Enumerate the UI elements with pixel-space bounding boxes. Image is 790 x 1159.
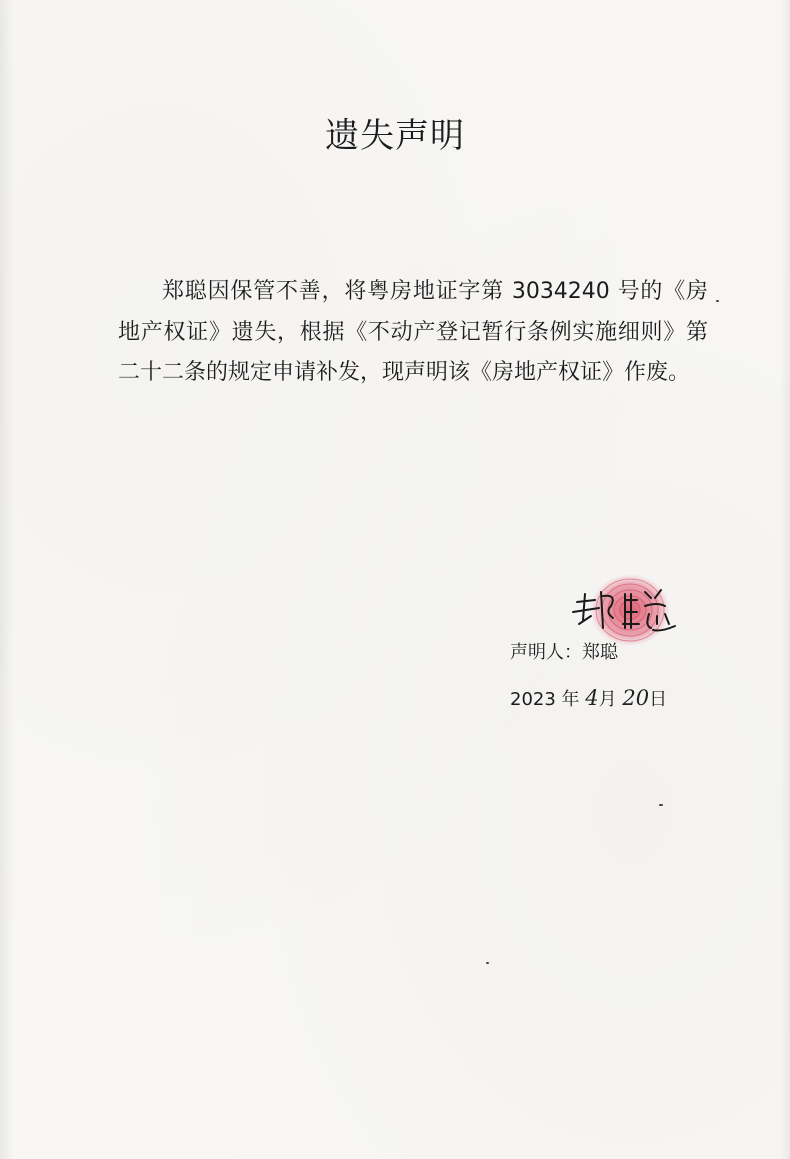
date-line bbox=[510, 685, 667, 711]
scan-speck bbox=[659, 804, 663, 806]
date-year: 2023 年 bbox=[510, 689, 586, 710]
scan-edge-left bbox=[0, 0, 14, 1159]
date-day-unit: 日 bbox=[649, 689, 668, 710]
scan-edge-right bbox=[780, 0, 790, 1159]
scan-speck bbox=[486, 962, 489, 964]
scan-speck bbox=[716, 300, 719, 302]
declarant-line: 声明人：郑聪 bbox=[510, 642, 618, 663]
page-title: 遗失声明 bbox=[325, 116, 465, 156]
date-month-handwritten: 4 bbox=[585, 686, 599, 710]
date-month-unit: 月 bbox=[598, 689, 623, 710]
date-day-handwritten: 20 bbox=[622, 686, 650, 710]
statement-body: 郑聪因保管不善，将粤房地证字第 3034240 号的《房地产权证》遗失，根据《不动产登记暂行条例实施细则》第二十二条的规定申请补发，现声明该《房地产权证》作废。 bbox=[118, 279, 708, 385]
